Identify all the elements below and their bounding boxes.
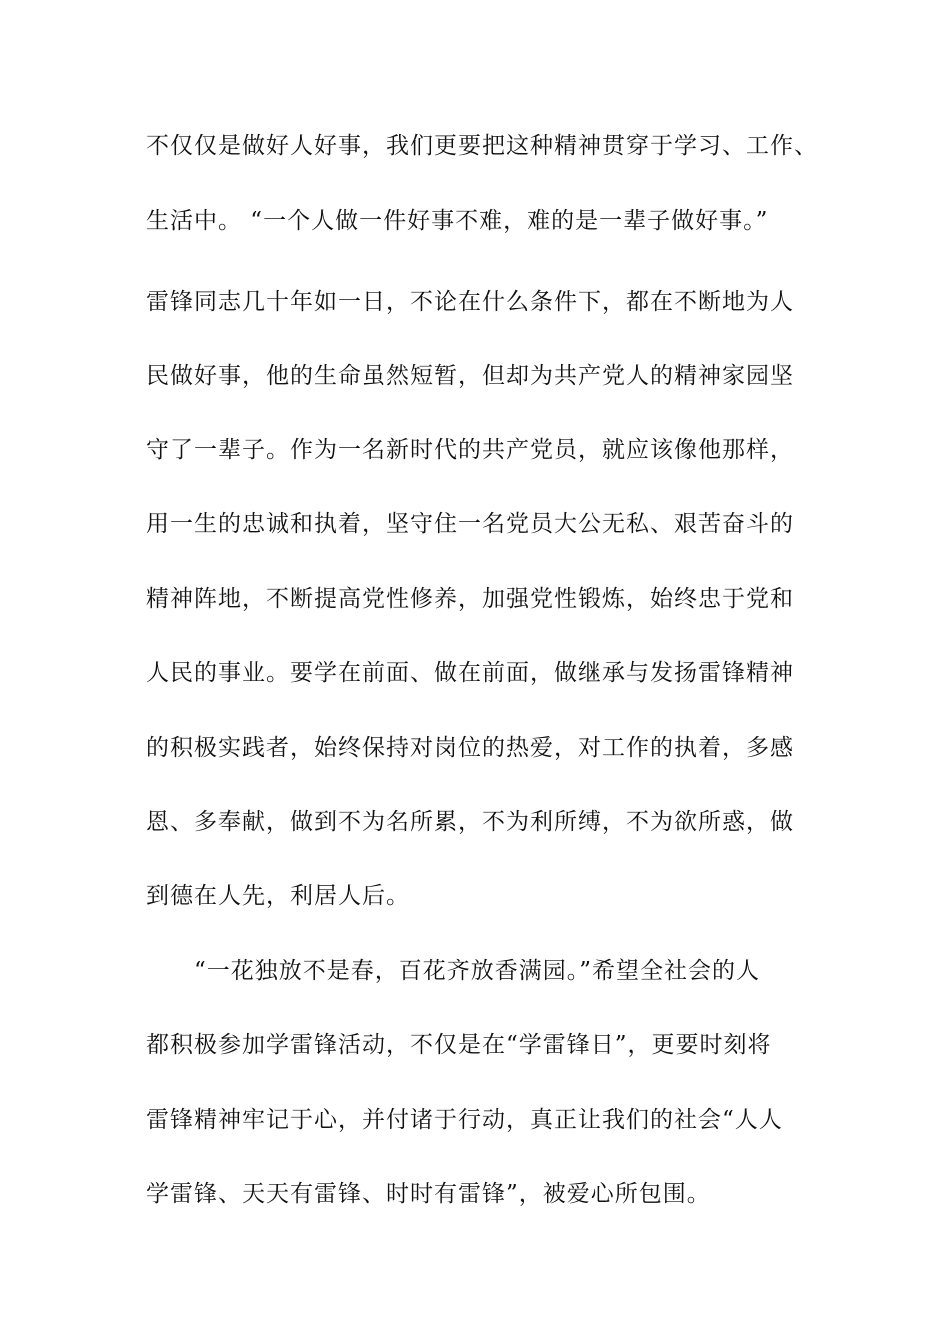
text-line: 生活中。 “一个人做一件好事不难，难的是一辈子做好事。” [146,208,769,234]
text-line: 到德在人先，利居人后。 [146,883,410,909]
text-line: 的积极实践者，始终保持对岗位的热爱，对工作的执着，多感 [146,735,794,761]
text-line: 都积极参加学雷锋活动，不仅是在“学雷锋日”，更要时刻将 [146,1032,772,1058]
text-line: 民做好事，他的生命虽然短暂，但却为共产党人的精神家园坚 [146,363,794,389]
text-line: 学雷锋、天天有雷锋、时时有雷锋”，被爱心所包围。 [146,1181,711,1207]
text-line: 精神阵地，不断提高党性修养，加强党性锻炼，始终忠于党和 [146,586,794,612]
text-line: 恩、多奉献，做到不为名所累，不为利所缚，不为欲所惑，做 [146,809,794,835]
text-line: 人民的事业。要学在前面、做在前面，做继承与发扬雷锋精神 [146,660,794,686]
text-line: 不仅仅是做好人好事，我们更要把这种精神贯穿于学习、工作、 [146,133,818,159]
text-line: 雷锋同志几十年如一日，不论在什么条件下，都在不断地为人 [146,289,794,315]
text-line: 用一生的忠诚和执着，坚守住一名党员大公无私、艰苦奋斗的 [146,511,794,537]
text-line: 雷锋精神牢记于心，并付诸于行动，真正让我们的社会“人人 [146,1107,783,1133]
paragraph-first-line: “一花独放不是春，百花齐放香满园。”希望全社会的人 [194,958,761,984]
text-line: 守了一辈子。作为一名新时代的共产党员，就应该像他那样， [146,437,794,463]
